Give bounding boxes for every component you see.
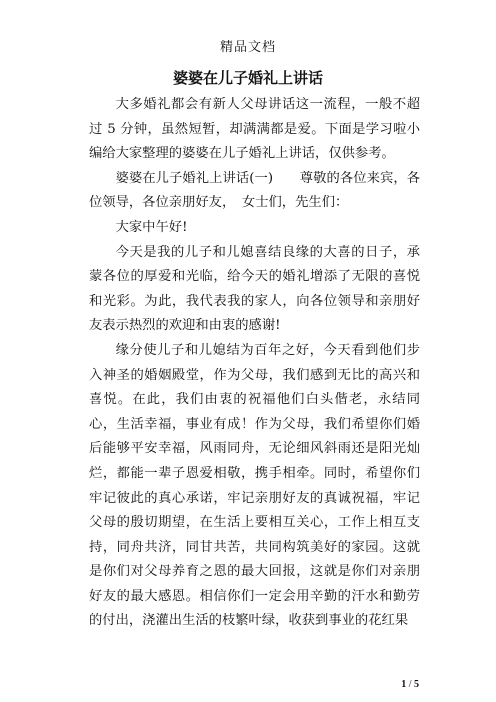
page-current: 1 [401,679,407,690]
paragraph-intro: 大多婚礼都会有新人父母讲话这一流程，一般不超过 5 分钟，虽然短暂，却满满都是爱。下面是学习啦小编给大家整理的婆婆在儿子婚礼上讲话，仅供参考。 [89,97,420,162]
paragraph-speech-heading: 婆婆在儿子婚礼上讲话(一) 尊敬的各位来宾，各位领导，各位亲朋好友， 女士们，先生们： [89,170,420,211]
page-separator: / [406,679,414,690]
document-body [89,93,420,634]
page-total: 5 [414,679,419,690]
paragraph-blessing: 缘分使儿子和儿媳结为百年之好，今天看到他们步入神圣的婚姻殿堂，作为父母，我们感到无比的高兴和喜悦。在此，我们由衷的祝福他们白头偕老，永结同心，生活幸福，事业有成！作为父母，我们希望你们婚后能够平安幸福，风雨同舟，无论细风斜雨还是阳光灿烂，都能一辈子恩爱相敬，携手相牵。同时，希望你们牢记彼此的真心承诺，牢记亲朋好友的真诚祝福，牢记父母的殷切期望，在生活上要相互关心，工作上相互支持，同舟共济，同甘共苦，共同构筑美好的家园。这就是你们对父母养育之恩的最大回报，这就是你们对亲朋好友的最大感恩。相信你们一定会用辛勤的汗水和勤劳的付出，浇灌出生活的枝繁叶绿，收获到事业的花红果 [89,342,420,629]
paragraph-welcome: 今天是我的儿子和儿媳喜结良缘的大喜的日子，承蒙各位的厚爱和光临，给今天的婚礼增添了无限的喜悦和光彩。为此，我代表我的家人，向各位领导和亲朋好友表示热烈的欢迎和由衷的感谢! [89,244,420,334]
page-number [401,679,419,690]
document-title: 婆婆在儿子婚礼上讲话 [172,69,323,87]
paragraph-greeting: 大家中午好! [115,219,188,235]
page-header: 精品文档 [219,40,276,55]
